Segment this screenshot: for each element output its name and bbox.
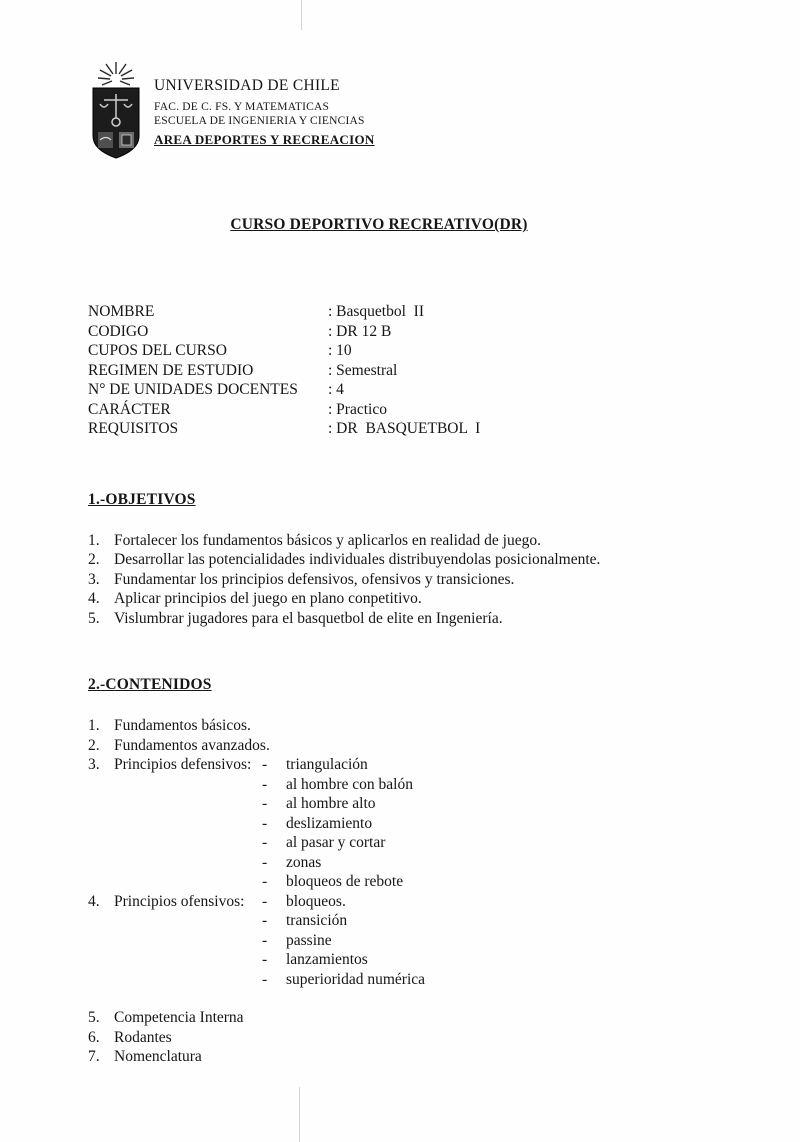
item-number: 3. (88, 756, 100, 773)
sub-item-text: al pasar y cortar (286, 834, 386, 851)
info-value: : 4 (328, 381, 344, 398)
item-text: Fortalecer los fundamentos básicos y aplicarlos en realidad de juego. (114, 531, 541, 549)
sub-item-text: transición (286, 912, 348, 929)
sub-item-list (262, 755, 413, 892)
item-number: 7. (88, 1048, 100, 1065)
item-text: Competencia Interna (114, 1009, 244, 1026)
item-text: Nomenclatura (114, 1048, 202, 1065)
info-value: : 10 (328, 342, 352, 359)
item-number: 4. (88, 590, 100, 607)
sub-item (262, 775, 413, 795)
dash-marker: - (262, 951, 268, 968)
info-label: REQUISITOS (88, 420, 179, 437)
list-item (88, 531, 730, 551)
info-value: : Basquetbol II (328, 303, 424, 320)
section-heading-contenidos: 2.-CONTENIDOS (88, 676, 212, 693)
sub-item (262, 794, 413, 814)
list-item (88, 589, 730, 609)
info-value: : Semestral (328, 361, 398, 379)
info-row (88, 419, 730, 439)
sub-item (262, 853, 413, 873)
item-number: 4. (88, 892, 100, 910)
section-objetivos (88, 491, 730, 629)
info-label: CUPOS DEL CURSO (88, 342, 227, 359)
item-number: 6. (88, 1028, 100, 1046)
sub-item (262, 911, 425, 931)
sub-item (262, 833, 413, 853)
section-heading-objetivos: 1.-OBJETIVOS (88, 490, 196, 508)
info-row (88, 400, 730, 420)
sub-item (262, 970, 425, 990)
info-value: : Practico (328, 400, 387, 418)
item-number: 1. (88, 531, 100, 549)
info-row (88, 322, 730, 342)
masthead-text (154, 60, 375, 148)
list-item (88, 1028, 730, 1048)
item-text: Aplicar principios del juego en plano conpetitivo. (114, 590, 422, 607)
sub-item (262, 814, 413, 834)
area-title: AREA DEPORTES Y RECREACION (154, 132, 375, 147)
sub-item (262, 755, 413, 775)
dash-marker: - (262, 814, 268, 832)
section-contenidos (88, 676, 730, 1067)
university-name: UNIVERSIDAD DE CHILE (154, 77, 340, 94)
school-line: ESCUELA DE INGENIERIA Y CIENCIAS (154, 115, 365, 127)
dash-marker: - (262, 970, 268, 988)
item-number: 5. (88, 1009, 100, 1026)
list-item (88, 736, 730, 756)
faculty-line: FAC. DE C. FS. Y MATEMATICAS (154, 101, 330, 113)
sub-item-text: triangulación (286, 756, 368, 773)
item-number: 5. (88, 609, 100, 627)
dash-marker: - (262, 873, 268, 890)
sub-item (262, 931, 425, 951)
scan-artifact-line-top (301, 0, 302, 30)
info-row (88, 361, 730, 381)
sub-item-text: superioridad numérica (286, 970, 426, 988)
info-label: CARÁCTER (88, 400, 171, 418)
dash-marker: - (262, 892, 268, 910)
sub-item-text: deslizamiento (286, 814, 373, 832)
objetivos-list (88, 531, 730, 629)
sub-item (262, 872, 413, 892)
info-label: REGIMEN DE ESTUDIO (88, 361, 254, 379)
list-item (88, 550, 730, 570)
info-row (88, 302, 730, 322)
dash-marker: - (262, 795, 268, 812)
list-item (88, 755, 730, 892)
sub-item-text: passine (286, 931, 332, 949)
info-label: CODIGO (88, 322, 149, 340)
item-text: Desarrollar las potencialidades individuales distribuyendolas posicionalmente. (114, 551, 601, 568)
document-title: CURSO DEPORTIVO RECREATIVO(DR) (230, 216, 528, 233)
sub-item-list (262, 892, 425, 990)
item-number: 1. (88, 717, 100, 734)
info-row (88, 380, 730, 400)
list-item (88, 892, 730, 990)
item-text: Fundamentos básicos. (114, 717, 251, 734)
item-number: 2. (88, 736, 100, 754)
university-crest-icon (88, 60, 144, 160)
contenidos-list (88, 716, 730, 1067)
sub-item-text: al hombre alto (286, 795, 376, 812)
sub-item-text: bloqueos. (286, 892, 346, 910)
item-text: Vislumbrar jugadores para el basquetbol de elite en Ingeniería. (114, 609, 503, 627)
course-info (88, 302, 730, 439)
masthead (88, 60, 730, 160)
sub-item-text: lanzamientos (286, 951, 368, 968)
list-item (88, 1047, 730, 1067)
info-row (88, 341, 730, 361)
info-label: NOMBRE (88, 303, 155, 320)
item-text: Fundamentos avanzados. (114, 736, 270, 754)
item-text: Principios ofensivos: (114, 892, 245, 910)
item-text: Rodantes (114, 1028, 172, 1046)
item-text: Fundamentar los principios defensivos, ofensivos y transiciones. (114, 570, 515, 588)
item-text: Principios defensivos: (114, 756, 252, 773)
scan-artifact-line-bottom (299, 1087, 300, 1142)
info-value: : DR 12 B (328, 322, 392, 340)
dash-marker: - (262, 775, 268, 793)
dash-marker: - (262, 931, 268, 949)
dash-marker: - (262, 834, 268, 851)
info-value: : DR BASQUETBOL I (328, 420, 481, 437)
sub-item-text: bloqueos de rebote (286, 873, 404, 890)
sub-item (262, 892, 425, 912)
item-number: 2. (88, 551, 100, 568)
item-number: 3. (88, 570, 100, 588)
list-item (88, 1008, 730, 1028)
university-logo (88, 60, 144, 160)
sub-item-text: al hombre con balón (286, 775, 413, 793)
dash-marker: - (262, 756, 268, 773)
sub-item-text: zonas (286, 853, 322, 871)
sub-item (262, 950, 425, 970)
info-label: N° DE UNIDADES DOCENTES (88, 381, 298, 398)
list-item (88, 716, 730, 736)
dash-marker: - (262, 853, 268, 871)
list-item (88, 570, 730, 590)
dash-marker: - (262, 912, 268, 929)
list-item (88, 609, 730, 629)
